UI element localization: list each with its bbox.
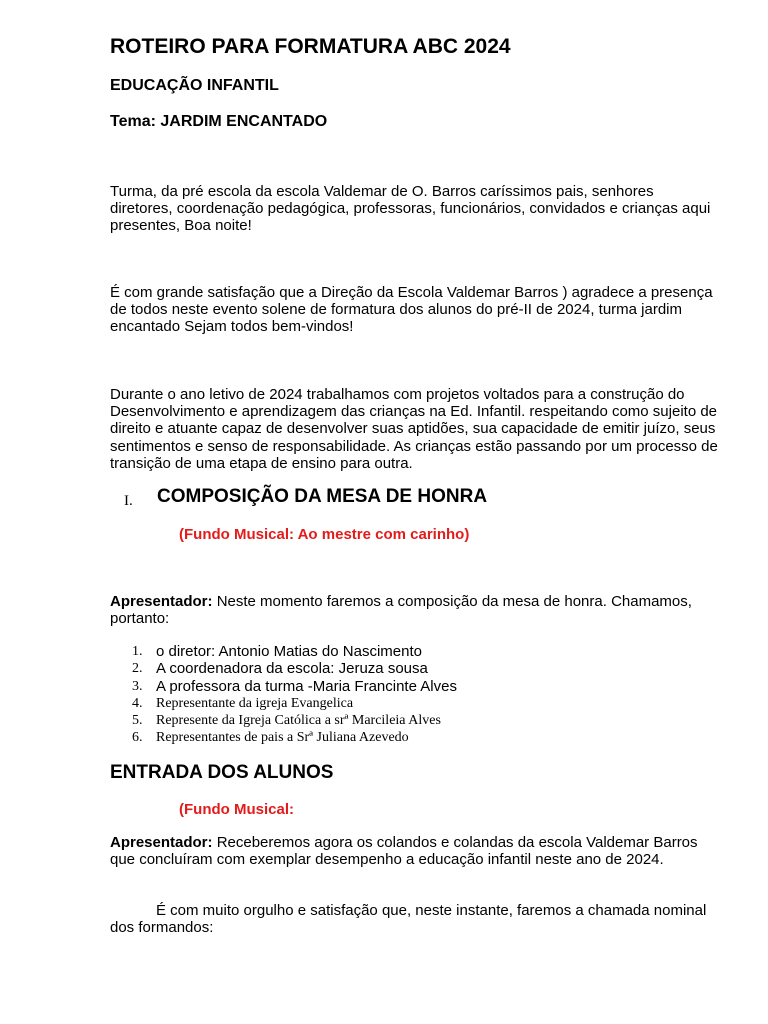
school-year-paragraph: Durante o ano letivo de 2024 trabalhamos com projetos voltados para a construção do Desenvolvimento e aprendizagem das crianças na Ed. Infantil. respeitando como sujeito de direito e atuante capaz de desenvolver suas aptidões, sua capacidade de emitir juízo, seus sentimentos e senso de responsabilidade. As crianças estão passando por um processo de transição de uma etapa de ensino para outra. xyxy=(110,386,718,472)
list-item-text: Representante da igreja Evangelica xyxy=(156,695,354,711)
honor-table-list xyxy=(110,643,720,747)
list-item xyxy=(110,643,720,660)
section-heading-mesa-de-honra: COMPOSIÇÃO DA MESA DE HONRA xyxy=(157,486,488,507)
list-item xyxy=(110,712,720,729)
list-item xyxy=(110,660,720,677)
presenter-text: Receberemos agora os colandos e colandas da escola Valdemar Barros que concluíram com exemplar desempenho a educação infantil neste ano de 2024. xyxy=(110,834,698,869)
list-item-text: o diretor: Antonio Matias do Nascimento xyxy=(156,643,422,660)
list-item-text: Represente da Igreja Católica a srª Marcileia Alves xyxy=(156,713,441,729)
closing-paragraph: É com muito orgulho e satisfação que, neste instante, faremos a chamada nominal dos formandos: xyxy=(110,902,707,937)
section-number: I. xyxy=(124,493,133,509)
list-item-number: 6. xyxy=(132,730,143,746)
presenter-label: Apresentador: xyxy=(110,593,213,610)
list-item xyxy=(110,678,720,695)
list-item xyxy=(110,729,720,746)
greeting-paragraph: Turma, da pré escola da escola Valdemar de O. Barros caríssimos pais, senhores diretores, coordenação pedagógica, professoras, funcionários, convidados e crianças aqui presentes, Boa noite! xyxy=(110,183,711,235)
presenter-paragraph xyxy=(110,593,720,627)
welcome-paragraph: É com grande satisfação que a Direção da Escola Valdemar Barros ) agradece a presença de todos neste evento solene de formatura dos alunos do pré-II de 2024, turma jardim encantado Sejam todos bem-vindos! xyxy=(110,284,713,336)
document-title: ROTEIRO PARA FORMATURA ABC 2024 xyxy=(110,35,511,58)
list-item-number: 3. xyxy=(132,678,143,694)
music-note: (Fundo Musical: Ao mestre com carinho) xyxy=(179,526,470,543)
theme-line: Tema: JARDIM ENCANTADO xyxy=(110,113,328,130)
list-item-number: 4. xyxy=(132,695,143,711)
section-heading-entrada-dos-alunos: ENTRADA DOS ALUNOS xyxy=(110,762,334,783)
presenter-paragraph xyxy=(110,834,720,868)
list-item-text: Representantes de pais a Srª Juliana Azevedo xyxy=(156,730,409,746)
music-note: (Fundo Musical: xyxy=(179,801,294,818)
list-item-number: 1. xyxy=(132,644,143,659)
list-item xyxy=(110,695,720,712)
presenter-label: Apresentador: xyxy=(110,834,213,851)
list-item-number: 5. xyxy=(132,713,143,729)
list-item-number: 2. xyxy=(132,661,143,677)
document-subtitle: EDUCAÇÃO INFANTIL xyxy=(110,77,279,94)
list-item-text: A professora da turma -Maria Francinte Alves xyxy=(156,677,457,695)
presenter-text: Neste momento faremos a composição da mesa de honra. Chamamos, portanto: xyxy=(110,593,692,628)
list-item-text: A coordenadora da escola: Jeruza sousa xyxy=(156,660,428,678)
